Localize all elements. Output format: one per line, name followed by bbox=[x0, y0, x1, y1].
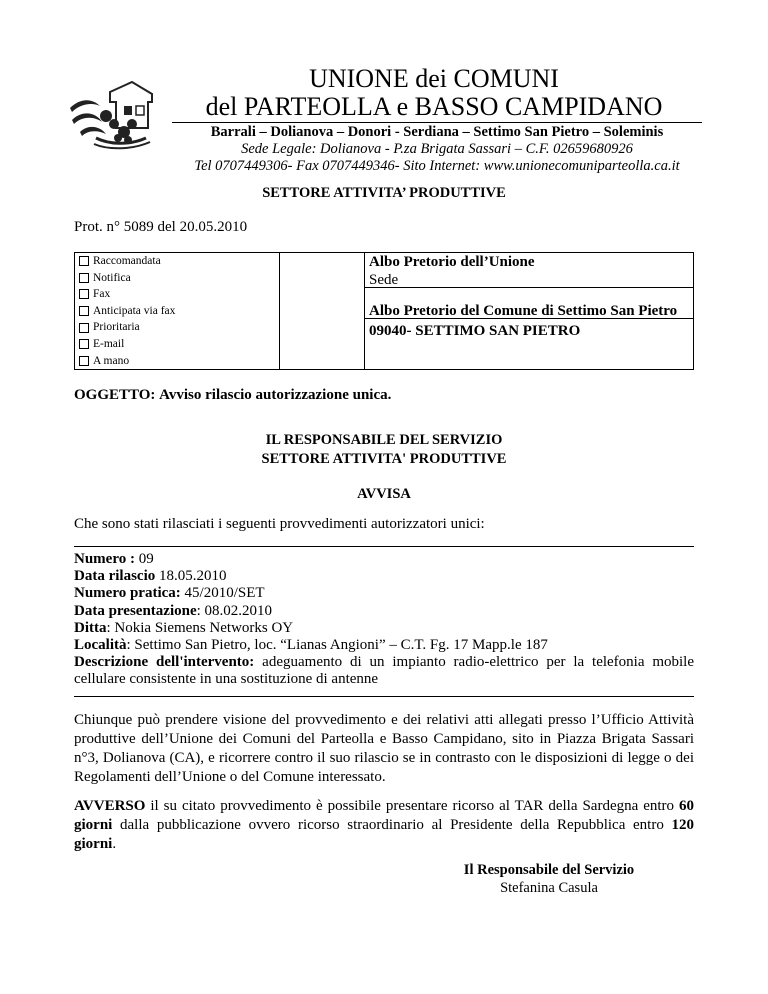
option-anticipata-via-fax[interactable]: Anticipata via fax bbox=[79, 303, 279, 320]
header-divider bbox=[172, 122, 702, 123]
checkbox-icon[interactable] bbox=[79, 256, 89, 266]
checkbox-icon[interactable] bbox=[79, 273, 89, 283]
checkbox-icon[interactable] bbox=[79, 306, 89, 316]
details-bottom-rule bbox=[74, 696, 694, 697]
recipient-3: 09040- SETTIMO SAN PIETRO bbox=[369, 323, 581, 339]
recipient-1: Albo Pretorio dell’Unione Sede bbox=[365, 253, 693, 288]
appeal-paragraph: AVVERSO il su citato provvedimento è possibile presentare ricorso al TAR della Sardegna entro 60 giorni dalla pubblicazione ovvero ricorso straordinario al Presidente della Repubblica entro 120 giorni. bbox=[74, 798, 695, 852]
union-title-line2: del PARTEOLLA e BASSO CAMPIDANO bbox=[205, 92, 663, 121]
localita-row: Località: Settimo San Pietro, loc. “Lianas Angioni” – C.T. Fg. 17 Mapp.le 187 bbox=[74, 637, 548, 654]
recipients-cell bbox=[365, 253, 694, 370]
checkbox-icon[interactable] bbox=[79, 356, 89, 366]
ditta-row: Ditta: Nokia Siemens Networks OY bbox=[74, 619, 294, 636]
subject-line: OGGETTO: Avviso rilascio autorizzazione unica. bbox=[74, 387, 392, 403]
details-top-rule bbox=[74, 546, 694, 547]
mailing-table bbox=[74, 252, 694, 370]
option-notifica[interactable]: Notifica bbox=[79, 270, 279, 287]
data-presentazione-row: Data presentazione: 08.02.2010 bbox=[74, 602, 273, 619]
responsible-sector-heading: SETTORE ATTIVITA' PRODUTTIVE bbox=[261, 451, 507, 467]
viewing-rights-paragraph: Chiunque può prendere visione del provvedimento e dei relativi atti allegati presso l’Ufficio Attività produttive dell’Unione dei Comuni del Parteolla e Basso Campidano, sito in Piazza Brigata Sassari n°3, Dolianova (CA), e ricorrere contro il suo rilascio se in contrasto con le disposizioni di legge o dei Regolamenti dell’Unione o del Comune interessato. bbox=[74, 712, 694, 785]
checkbox-icon[interactable] bbox=[79, 323, 89, 333]
numero-row: Numero : 09 bbox=[74, 551, 154, 567]
sector-heading: SETTORE ATTIVITA’ PRODUTTIVE bbox=[262, 185, 506, 201]
checkbox-icon[interactable] bbox=[79, 339, 89, 349]
union-logo bbox=[66, 80, 158, 150]
signature-title: Il Responsabile del Servizio bbox=[463, 862, 635, 878]
intro-text: Che sono stati rilasciati i seguenti provvedimenti autorizzatori unici: bbox=[74, 516, 485, 532]
avvisa-heading: AVVISA bbox=[357, 486, 411, 502]
checkbox-icon[interactable] bbox=[79, 289, 89, 299]
protocol-number: Prot. n° 5089 del 20.05.2010 bbox=[74, 219, 248, 235]
authorization-details bbox=[74, 551, 694, 689]
option-fax[interactable]: Fax bbox=[79, 286, 279, 303]
option-email[interactable]: E-mail bbox=[79, 336, 279, 353]
blank-column bbox=[280, 253, 365, 370]
recipient-2: Albo Pretorio del Comune di Settimo San Pietro bbox=[365, 288, 693, 319]
descrizione-row: Descrizione dell'intervento: adeguamento di un impianto radio-elettrico per la telefonia mobile cellulare consistente in una sostituzione di antenne bbox=[74, 654, 695, 688]
contacts-line: Tel 0707449306- Fax 0707449346- Sito Internet: www.unionecomuniparteolla.ca.it bbox=[194, 158, 680, 174]
union-title-line1: UNIONE dei COMUNI bbox=[309, 64, 559, 93]
signature-name: Stefanina Casula bbox=[500, 880, 598, 896]
member-municipalities: Barrali – Dolianova – Donori - Serdiana – Settimo San Pietro – Soleminis bbox=[210, 124, 664, 140]
option-raccomandata[interactable]: Raccomandata bbox=[79, 253, 279, 270]
legal-seat: Sede Legale: Dolianova - P.za Brigata Sassari – C.F. 02659680926 bbox=[241, 141, 633, 157]
option-a-mano[interactable]: A mano bbox=[79, 353, 279, 370]
numero-pratica-row: Numero pratica: 45/2010/SET bbox=[74, 585, 265, 602]
option-prioritaria[interactable]: Prioritaria bbox=[79, 319, 279, 336]
mailing-options bbox=[75, 253, 280, 370]
responsible-heading: IL RESPONSABILE DEL SERVIZIO bbox=[265, 432, 503, 448]
data-rilascio-row: Data rilascio 18.05.2010 bbox=[74, 568, 227, 585]
